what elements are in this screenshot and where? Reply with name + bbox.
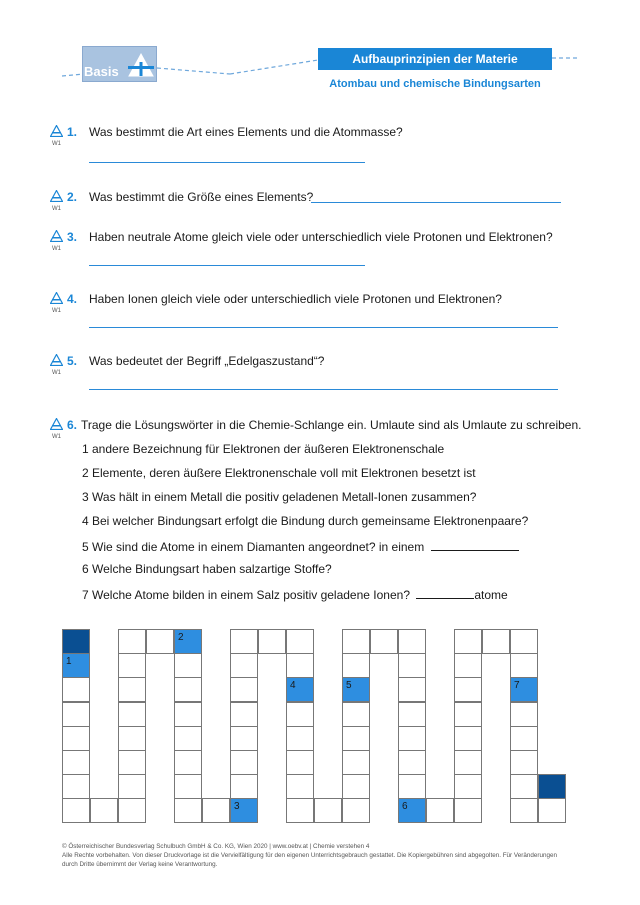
snake-cell[interactable]: [510, 726, 538, 751]
competency-label: W1: [52, 308, 61, 314]
snake-cell[interactable]: [230, 750, 258, 775]
competency-label: W1: [52, 206, 61, 212]
snake-cell[interactable]: [118, 726, 146, 751]
snake-cell-number: 7: [514, 680, 520, 692]
clue-7-text: 7 Welche Atome bilden in einem Salz positiv geladene Ionen?: [82, 588, 410, 602]
snake-cell-numbered[interactable]: [230, 798, 258, 823]
snake-cell[interactable]: [90, 798, 118, 823]
question-number: 3.: [67, 230, 78, 244]
banner-title: Aufbauprinzipien der Materie: [352, 52, 518, 66]
snake-cell-numbered[interactable]: [174, 629, 202, 654]
answer-line[interactable]: [89, 265, 365, 266]
snake-cell-number: 3: [234, 801, 240, 813]
snake-cell[interactable]: [342, 629, 370, 654]
snake-cell[interactable]: [482, 629, 510, 654]
clue-7-blank[interactable]: [416, 586, 474, 599]
snake-cell-numbered[interactable]: [510, 677, 538, 702]
question-number: 5.: [67, 354, 78, 368]
question-text: Was bedeutet der Begriff „Edelgaszustand“?: [89, 354, 325, 368]
question-text: Was bestimmt die Art eines Elements und die Atommasse?: [89, 125, 403, 139]
question-text: Trage die Lösungswörter in die Chemie-Schlange ein. Umlaute sind als Umlaute zu schreiben.: [81, 418, 582, 432]
snake-cell[interactable]: [230, 629, 258, 654]
task-triangle-icon: [50, 125, 63, 137]
snake-cell[interactable]: [62, 750, 90, 775]
snake-cell[interactable]: [510, 702, 538, 727]
snake-cell[interactable]: [286, 798, 314, 823]
task-triangle-icon: [50, 354, 63, 366]
snake-cell[interactable]: [118, 629, 146, 654]
clue-7-suffix: atome: [474, 588, 508, 602]
snake-cell[interactable]: [510, 774, 538, 799]
snake-cell[interactable]: [286, 750, 314, 775]
snake-cell[interactable]: [230, 677, 258, 702]
page-subtitle: Atombau und chemische Bindungsarten: [329, 78, 541, 90]
answer-line[interactable]: [89, 389, 558, 390]
snake-cell[interactable]: [62, 798, 90, 823]
snake-cell[interactable]: [510, 653, 538, 678]
snake-cell[interactable]: [62, 726, 90, 751]
snake-cell-numbered[interactable]: [62, 653, 90, 678]
snake-cell-numbered[interactable]: [286, 677, 314, 702]
competency-label: W1: [52, 370, 61, 376]
clue-2: 2 Elemente, deren äußere Elektronenschale voll mit Elektronen besetzt ist: [82, 466, 476, 480]
snake-cell[interactable]: [118, 702, 146, 727]
clue-1: 1 andere Bezeichnung für Elektronen der äußeren Elektronenschale: [82, 442, 445, 456]
snake-cell[interactable]: [174, 798, 202, 823]
snake-cell[interactable]: [286, 653, 314, 678]
snake-cell[interactable]: [62, 702, 90, 727]
question-number: 1.: [67, 125, 78, 139]
snake-cell[interactable]: [342, 798, 370, 823]
snake-cell[interactable]: [314, 798, 342, 823]
snake-cell[interactable]: [62, 774, 90, 799]
question-text: Haben neutrale Atome gleich viele oder unterschiedlich viele Protonen und Elektronen?: [89, 230, 553, 244]
footer-disclaimer: durch Dritte übernimmt der Verlag keine Verantwortung.: [62, 861, 218, 868]
snake-cell[interactable]: [118, 798, 146, 823]
snake-cell[interactable]: [510, 629, 538, 654]
snake-cell[interactable]: [286, 774, 314, 799]
snake-cell[interactable]: [118, 750, 146, 775]
snake-cell[interactable]: [510, 750, 538, 775]
snake-cell[interactable]: [174, 677, 202, 702]
snake-cell[interactable]: [342, 726, 370, 751]
answer-line[interactable]: [89, 327, 558, 328]
snake-cell[interactable]: [398, 750, 426, 775]
footer-rights: Alle Rechte vorbehalten. Von dieser Druckvorlage ist die Vervielfältigung für den eigenen Unterrichtsgebrauch gestattet. Die Kopiergebühren sind abgegolten. Für Veränderungen: [62, 852, 557, 859]
snake-cell-number: 4: [290, 680, 296, 692]
snake-cell[interactable]: [426, 798, 454, 823]
snake-cell[interactable]: [258, 629, 286, 654]
snake-cell[interactable]: [342, 653, 370, 678]
snake-cell[interactable]: [454, 798, 482, 823]
snake-cell-number: 1: [66, 656, 72, 668]
snake-cell[interactable]: [286, 702, 314, 727]
snake-cell[interactable]: [230, 653, 258, 678]
snake-cell[interactable]: [118, 653, 146, 678]
snake-cell[interactable]: [454, 726, 482, 751]
snake-cell[interactable]: [62, 677, 90, 702]
snake-cell[interactable]: [370, 629, 398, 654]
snake-cell[interactable]: [510, 798, 538, 823]
snake-cell[interactable]: [454, 677, 482, 702]
snake-cell[interactable]: [398, 702, 426, 727]
snake-cell[interactable]: [454, 750, 482, 775]
snake-cell-numbered[interactable]: [342, 677, 370, 702]
snake-cell[interactable]: [174, 653, 202, 678]
snake-cell-number: 5: [346, 680, 352, 692]
footer-copyright: © Österreichischer Bundesverlag Schulbuch GmbH & Co. KG, Wien 2020 | www.oebv.at | Chemie verstehen 4: [62, 843, 370, 850]
snake-cell[interactable]: [230, 702, 258, 727]
snake-cell-number: 2: [178, 632, 184, 643]
snake-cell[interactable]: [398, 653, 426, 678]
snake-cell[interactable]: [118, 774, 146, 799]
snake-cell-end[interactable]: [538, 774, 566, 799]
question-text: Haben Ionen gleich viele oder unterschiedlich viele Protonen und Elektronen?: [89, 292, 502, 306]
snake-cell[interactable]: [454, 702, 482, 727]
snake-cell[interactable]: [174, 750, 202, 775]
competency-label: W1: [52, 434, 61, 440]
snake-cell[interactable]: [230, 774, 258, 799]
snake-cell-end[interactable]: [62, 629, 90, 654]
clue-7: [82, 586, 508, 602]
clue-6: 6 Welche Bindungsart haben salzartige Stoffe?: [82, 562, 332, 576]
clue-5-text: 5 Wie sind die Atome in einem Diamanten angeordnet? in einem: [82, 540, 425, 554]
task-triangle-icon: [50, 190, 63, 202]
answer-line[interactable]: [311, 202, 561, 203]
snake-cell-number: 6: [402, 801, 408, 813]
task-triangle-icon: [50, 418, 63, 430]
snake-cell[interactable]: [398, 726, 426, 751]
clue-4: 4 Bei welcher Bindungsart erfolgt die Bindung durch gemeinsame Elektronenpaare?: [82, 514, 529, 528]
snake-cell[interactable]: [174, 774, 202, 799]
snake-cell[interactable]: [342, 702, 370, 727]
answer-line[interactable]: [89, 162, 365, 163]
snake-cell[interactable]: [454, 629, 482, 654]
snake-cell-numbered[interactable]: [398, 798, 426, 823]
question-number: 2.: [67, 190, 78, 204]
competency-label: W1: [52, 246, 61, 252]
snake-cell[interactable]: [398, 677, 426, 702]
snake-cell[interactable]: [342, 750, 370, 775]
clue-3: 3 Was hält in einem Metall die positiv geladenen Metall-Ionen zusammen?: [82, 490, 477, 504]
snake-cell[interactable]: [174, 702, 202, 727]
snake-cell[interactable]: [398, 774, 426, 799]
question-number: 4.: [67, 292, 78, 306]
task-triangle-icon: [50, 230, 63, 242]
snake-cell[interactable]: [174, 726, 202, 751]
task-triangle-icon: [50, 292, 63, 304]
snake-cell[interactable]: [538, 798, 566, 823]
snake-cell[interactable]: [146, 629, 174, 654]
snake-cell[interactable]: [286, 726, 314, 751]
question-number: 6.: [67, 418, 78, 432]
snake-cell[interactable]: [454, 774, 482, 799]
snake-cell[interactable]: [342, 774, 370, 799]
snake-cell[interactable]: [202, 798, 230, 823]
competency-label: W1: [52, 141, 61, 147]
snake-cell[interactable]: [230, 726, 258, 751]
snake-cell[interactable]: [454, 653, 482, 678]
snake-cell[interactable]: [286, 629, 314, 654]
clue-5-blank[interactable]: [431, 538, 519, 551]
logo-triangle-icon: [128, 52, 154, 78]
snake-cell[interactable]: [118, 677, 146, 702]
clue-5: [82, 538, 519, 554]
snake-cell[interactable]: [398, 629, 426, 654]
question-text: Was bestimmt die Größe eines Elements?: [89, 190, 314, 204]
logo-label: Basis: [84, 64, 119, 79]
